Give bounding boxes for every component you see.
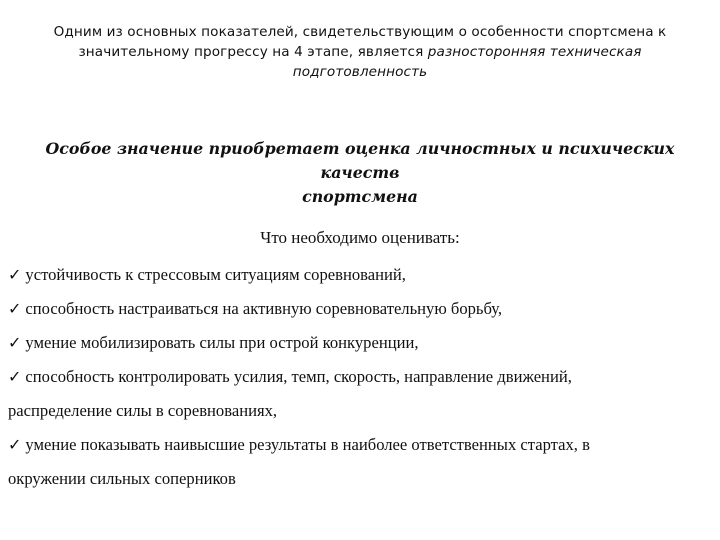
list-item-text: способность настраиваться на активную соревновательную борьбу,	[25, 299, 503, 318]
intro-line-2-text: значительному прогрессу на 4 этапе, является	[78, 44, 428, 60]
list-item-text: умение мобилизировать силы при острой конкуренции,	[25, 333, 419, 352]
checkmark-icon: ✓	[8, 367, 22, 386]
criteria-list	[8, 258, 716, 496]
intro-line-1: Одним из основных показателей, свидетельствующим о особенности спортсмена к	[53, 24, 667, 40]
list-item	[8, 326, 716, 360]
heading-line-2: спортсмена	[302, 187, 418, 206]
section-heading	[10, 137, 710, 209]
intro-line-2	[20, 42, 700, 62]
list-item	[8, 428, 716, 462]
question-title: Что необходимо оценивать:	[260, 228, 460, 247]
intro-paragraph	[20, 22, 700, 82]
list-item	[8, 360, 716, 394]
list-item-continuation: окружении сильных соперников	[8, 469, 236, 488]
heading-line-1: Особое значение приобретает оценка личностных и психических качеств	[45, 139, 675, 182]
list-item-text: устойчивость к стрессовым ситуациям соревнований,	[25, 265, 406, 284]
checkmark-icon: ✓	[8, 435, 22, 454]
checkmark-icon: ✓	[8, 265, 22, 284]
list-item-text: умение показывать наивысшие результаты в наиболее ответственных стартах, в	[25, 435, 590, 454]
list-item-text: способность контролировать усилия, темп, скорость, направление движений,	[25, 367, 572, 386]
list-item-continuation: распределение силы в соревнованиях,	[8, 401, 278, 420]
list-item	[8, 258, 716, 292]
intro-line-3	[20, 62, 700, 82]
intro-emphasis-end: подготовленность	[292, 64, 428, 80]
checkmark-icon: ✓	[8, 333, 22, 352]
list-item	[8, 292, 716, 326]
checkmark-icon: ✓	[8, 299, 22, 318]
intro-emphasis: разносторонняя техническая	[427, 44, 642, 60]
